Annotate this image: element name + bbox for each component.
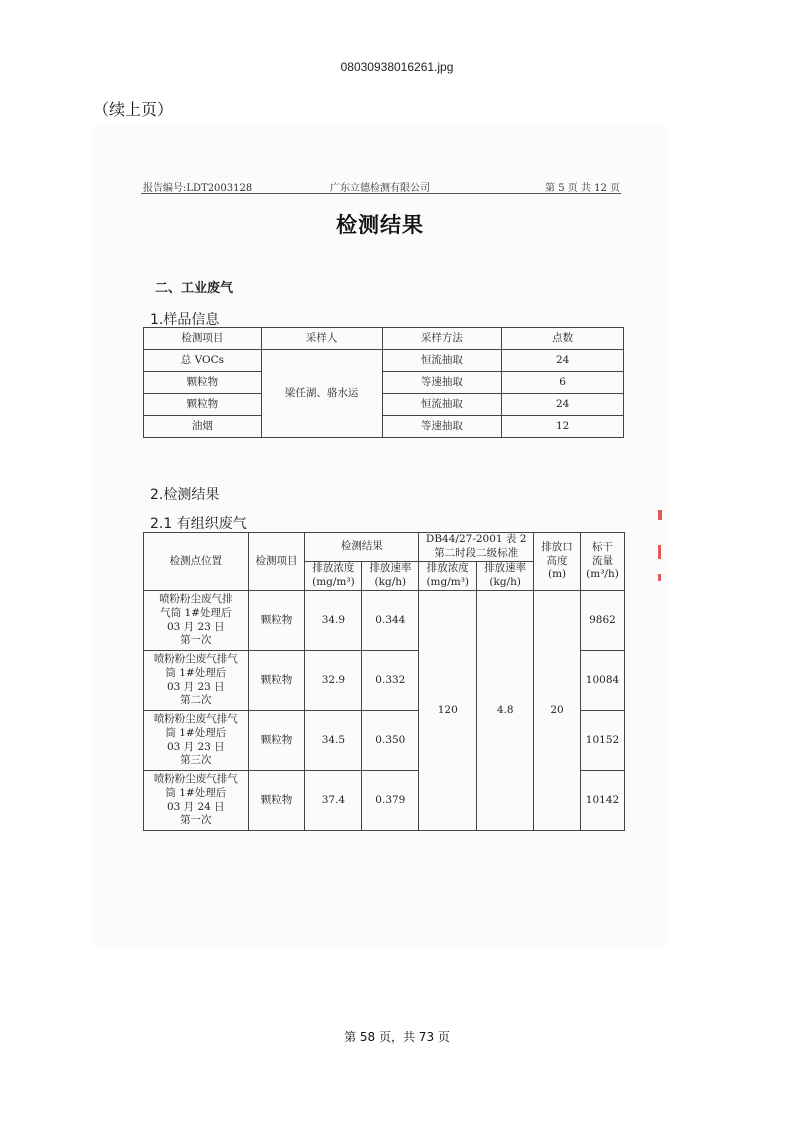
table-row bbox=[144, 416, 624, 438]
std-rate-header-line1: 排放速率 bbox=[484, 562, 527, 575]
std-conc-header bbox=[419, 562, 477, 591]
report-page-number: 第 5 页 共 12 页 bbox=[545, 183, 620, 194]
location-line2: 筒 1#处理后 bbox=[165, 726, 227, 739]
table-header-row bbox=[144, 328, 624, 350]
flow-cell: 10142 bbox=[580, 771, 624, 831]
standard-header-line2: 第二时段二级标准 bbox=[434, 547, 519, 559]
rate-cell: 0.344 bbox=[362, 591, 419, 651]
item-cell: 颗粒物 bbox=[248, 711, 305, 771]
conc-cell: 37.4 bbox=[305, 771, 362, 831]
standard-header bbox=[419, 533, 534, 562]
flow-header bbox=[580, 533, 624, 591]
method-cell: 恒流抽取 bbox=[382, 394, 502, 416]
item-cell: 颗粒物 bbox=[248, 651, 305, 711]
scan-edge-mark bbox=[658, 510, 662, 520]
location-cell bbox=[144, 651, 249, 711]
standard-header-line1: DB44/27-2001 表 2 bbox=[425, 533, 527, 546]
header-cell: 采样方法 bbox=[382, 328, 502, 350]
outlet-height-header bbox=[534, 533, 581, 591]
flow-cell: 10084 bbox=[580, 651, 624, 711]
sampler-cell: 梁任湖、骆水运 bbox=[261, 350, 382, 438]
location-line4: 第三次 bbox=[180, 754, 212, 767]
outlet-header-line1: 排放口 bbox=[541, 541, 573, 554]
location-header: 检测点位置 bbox=[144, 533, 249, 591]
location-line3: 03 月 23 日 bbox=[166, 680, 225, 693]
continued-label: （续上页） bbox=[93, 100, 174, 119]
location-line1: 喷粉粉尘废气排气 bbox=[153, 773, 238, 786]
location-cell bbox=[144, 591, 249, 651]
location-line2: 筒 1#处理后 bbox=[165, 786, 227, 799]
location-line2: 气筒 1#处理后 bbox=[160, 606, 232, 619]
rate-header-line1: 排放速率 bbox=[369, 562, 412, 575]
outlet-header-line2: 高度 bbox=[546, 554, 568, 567]
company-name: 广东立德检测有限公司 bbox=[330, 183, 430, 194]
points-cell: 24 bbox=[502, 350, 624, 372]
table-header-row bbox=[144, 533, 625, 562]
outlet-height-cell: 20 bbox=[534, 591, 581, 831]
conc-cell: 34.5 bbox=[305, 711, 362, 771]
location-cell bbox=[144, 771, 249, 831]
item-cell: 颗粒物 bbox=[144, 372, 262, 394]
rate-header bbox=[362, 562, 419, 591]
rate-header-line2: (kg/h) bbox=[374, 576, 407, 588]
location-line1: 喷粉粉尘废气排气 bbox=[153, 713, 238, 726]
location-line1: 喷粉粉尘废气排气 bbox=[153, 653, 238, 666]
rate-cell: 0.350 bbox=[362, 711, 419, 771]
file-name: 08030938016261.jpg bbox=[340, 60, 454, 74]
section-heading-sample-info: 1.样品信息 bbox=[150, 312, 220, 328]
header-divider bbox=[141, 193, 621, 194]
table-row bbox=[144, 394, 624, 416]
item-cell: 颗粒物 bbox=[248, 771, 305, 831]
scanned-report-page bbox=[95, 127, 665, 945]
flow-cell: 9862 bbox=[580, 591, 624, 651]
conc-cell: 34.9 bbox=[305, 591, 362, 651]
sample-info-table bbox=[143, 327, 624, 438]
section-heading-results: 2.检测结果 bbox=[150, 487, 220, 503]
section-heading-waste-gas: 二、工业废气 bbox=[155, 281, 234, 296]
report-number: 报告编号:LDT2003128 bbox=[143, 183, 253, 194]
item-cell: 总 VOCs bbox=[144, 350, 262, 372]
conc-header bbox=[305, 562, 362, 591]
std-conc-header-line2: (mg/m³) bbox=[426, 576, 470, 588]
scan-edge-mark bbox=[658, 574, 661, 581]
item-cell: 颗粒物 bbox=[144, 394, 262, 416]
location-line3: 03 月 23 日 bbox=[166, 620, 225, 633]
location-line1: 喷粉粉尘废气排 bbox=[159, 593, 233, 606]
flow-header-line3: (m³/h) bbox=[586, 568, 619, 581]
points-cell: 6 bbox=[502, 372, 624, 394]
location-cell bbox=[144, 711, 249, 771]
location-line4: 第一次 bbox=[180, 814, 212, 827]
location-line4: 第一次 bbox=[180, 634, 212, 647]
conc-header-line2: (mg/m³) bbox=[312, 576, 355, 588]
table-row bbox=[144, 372, 624, 394]
rate-cell: 0.332 bbox=[362, 651, 419, 711]
scan-edge-mark bbox=[658, 545, 661, 559]
location-line4: 第二次 bbox=[180, 694, 212, 707]
results-header: 检测结果 bbox=[305, 533, 419, 562]
report-title: 检测结果 bbox=[336, 213, 424, 237]
location-line3: 03 月 24 日 bbox=[166, 800, 225, 813]
points-cell: 12 bbox=[502, 416, 624, 438]
method-cell: 恒流抽取 bbox=[382, 350, 502, 372]
std-rate-header-line2: (kg/h) bbox=[489, 576, 521, 588]
outlet-header-line3: (m) bbox=[547, 568, 567, 581]
location-line3: 03 月 23 日 bbox=[166, 740, 225, 753]
method-cell: 等速抽取 bbox=[382, 416, 502, 438]
conc-cell: 32.9 bbox=[305, 651, 362, 711]
conc-header-line1: 排放浓度 bbox=[312, 562, 355, 575]
page-footer: 第 58 页，共 73 页 bbox=[344, 1030, 450, 1044]
organized-waste-gas-table bbox=[143, 532, 625, 831]
std-conc-cell: 120 bbox=[419, 591, 477, 831]
flow-header-line2: 流量 bbox=[591, 554, 613, 567]
std-conc-header-line1: 排放浓度 bbox=[426, 562, 469, 575]
flow-header-line1: 标干 bbox=[591, 541, 613, 554]
item-header: 检测项目 bbox=[248, 533, 305, 591]
table-row bbox=[144, 591, 625, 651]
std-rate-cell: 4.8 bbox=[477, 591, 534, 831]
rate-cell: 0.379 bbox=[362, 771, 419, 831]
location-line2: 筒 1#处理后 bbox=[165, 666, 227, 679]
table-row bbox=[144, 350, 624, 372]
points-cell: 24 bbox=[502, 394, 624, 416]
header-cell: 点数 bbox=[502, 328, 624, 350]
header-cell: 检测项目 bbox=[144, 328, 262, 350]
header-cell: 采样人 bbox=[261, 328, 382, 350]
method-cell: 等速抽取 bbox=[382, 372, 502, 394]
section-heading-organized-gas: 2.1 有组织废气 bbox=[150, 516, 247, 532]
flow-cell: 10152 bbox=[580, 711, 624, 771]
std-rate-header bbox=[477, 562, 534, 591]
item-cell: 油烟 bbox=[144, 416, 262, 438]
item-cell: 颗粒物 bbox=[248, 591, 305, 651]
